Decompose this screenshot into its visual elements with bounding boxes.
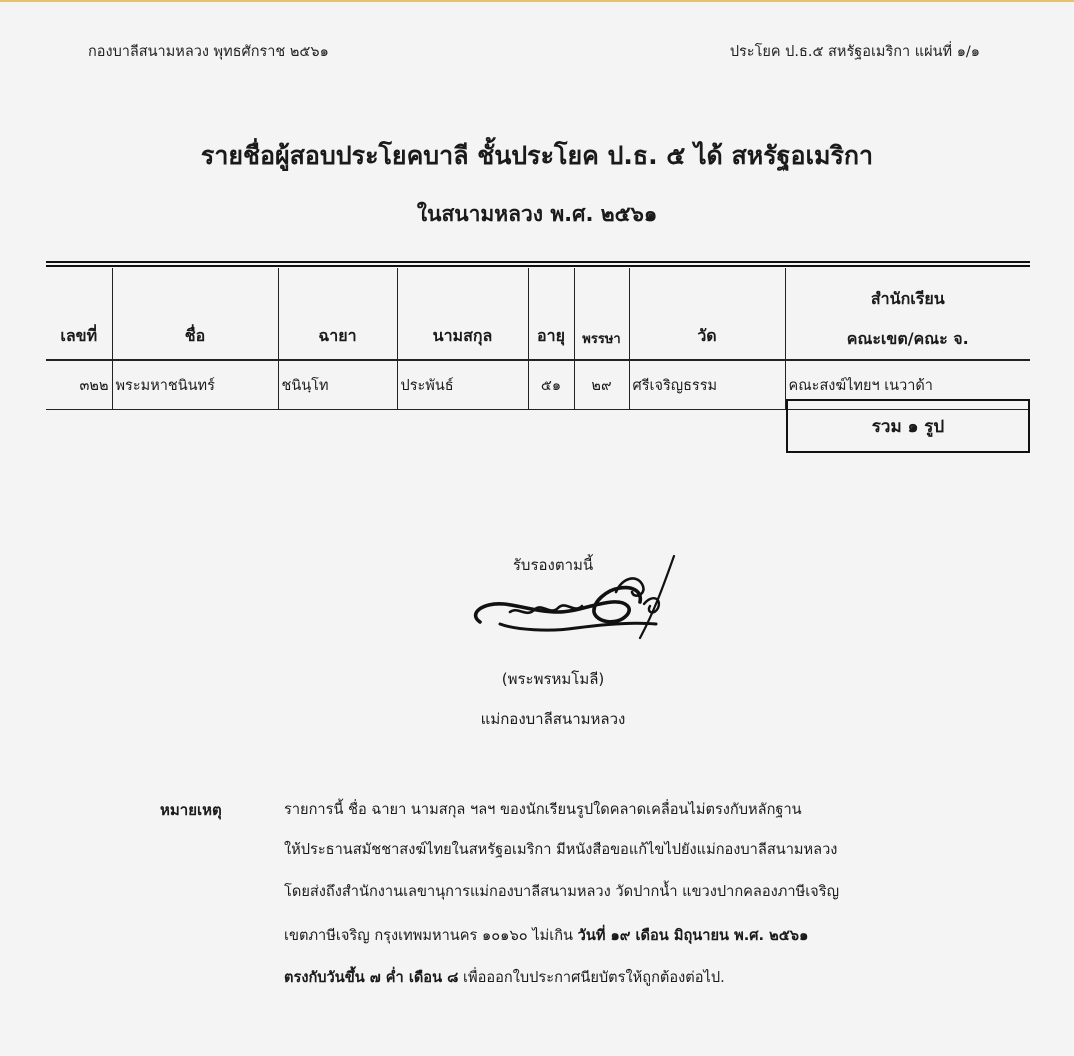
page-title: รายชื่อผู้สอบประโยคบาลี ชั้นประโยค ป.ธ. ๕ ได้ สหรัฐอเมริกา — [200, 141, 874, 170]
results-table — [46, 268, 1030, 410]
handwritten-signature — [466, 552, 682, 640]
cell-surname: ประพันธ์ — [397, 360, 528, 410]
column-header-temple: วัด — [629, 268, 785, 360]
note-line-3: โดยส่งถึงสำนักงานเลขานุการแม่กองบาลีสนามหลวง วัดปากน้ำ แขวงปากคลองภาษีเจริญ — [284, 883, 840, 900]
note-deadline-date: วันที่ ๑๙ เดือน มิถุนายน พ.ศ. ๒๕๖๑ — [577, 927, 809, 944]
cell-temple: ศรีเจริญธรรม — [629, 360, 785, 410]
cell-number: ๓๒๒ — [46, 360, 112, 410]
header-right: ประโยค ป.ธ.๕ สหรัฐอเมริกา แผ่นที่ ๑/๑ — [729, 44, 980, 60]
page-subtitle: ในสนามหลวง พ.ศ. ๒๕๖๑ — [416, 202, 658, 226]
total-box: รวม ๑ รูป — [786, 399, 1030, 453]
note-line-5-text: เพื่อออกใบประกาศนียบัตรให้ถูกต้องต่อไป. — [458, 969, 725, 986]
cell-chaya: ชนินฺโท — [278, 360, 397, 410]
note-line-5 — [284, 966, 725, 989]
column-header-number: เลขที่ — [46, 268, 112, 360]
note-line-4 — [284, 924, 808, 947]
column-header-office — [785, 268, 1030, 360]
signer-name: (พระพรหมโมลี) — [501, 670, 605, 688]
column-header-age: อายุ — [528, 268, 574, 360]
table-header-row — [46, 268, 1030, 360]
cell-ordination: ๒๙ — [574, 360, 629, 410]
header-left: กองบาลีสนามหลวง พุทธศักราช ๒๕๖๑ — [88, 44, 329, 60]
column-header-office-line1: สำนักเรียน — [870, 289, 945, 308]
note-label: หมายเหตุ — [160, 801, 222, 819]
cell-age: ๕๑ — [528, 360, 574, 410]
column-header-office-line2: คณะเขต/คณะ จ. — [846, 329, 969, 348]
column-header-surname: นามสกุล — [397, 268, 528, 360]
note-lunar-date: ตรงกับวันขึ้น ๗ ค่ำ เดือน ๘ — [284, 969, 459, 986]
note-line-4-text: เขตภาษีเจริญ กรุงเทพมหานคร ๑๐๑๖๐ ไม่เกิน — [284, 927, 578, 944]
table-top-rule-inner — [46, 265, 1030, 267]
table-top-rule — [46, 261, 1030, 263]
column-header-ordination: พรรษา — [574, 268, 629, 360]
note-line-2: ให้ประธานสมัชชาสงฆ์ไทยในสหรัฐอเมริกา มีหนังสือขอแก้ไขไปยังแม่กองบาลีสนามหลวง — [284, 841, 838, 858]
signer-position: แม่กองบาลีสนามหลวง — [480, 710, 626, 728]
certify-text: รับรองตามนี้ — [512, 556, 594, 574]
cell-office: คณะสงฆ์ไทยฯ เนวาด้า — [785, 360, 1030, 410]
column-header-chaya: ฉายา — [278, 268, 397, 360]
column-header-name: ชื่อ — [112, 268, 278, 360]
cell-name: พระมหาชนินทร์ — [112, 360, 278, 410]
note-line-1: รายการนี้ ชื่อ ฉายา นามสกุล ฯลฯ ของนักเรียนรูปใดคลาดเคลื่อนไม่ตรงกับหลักฐาน — [284, 801, 802, 818]
